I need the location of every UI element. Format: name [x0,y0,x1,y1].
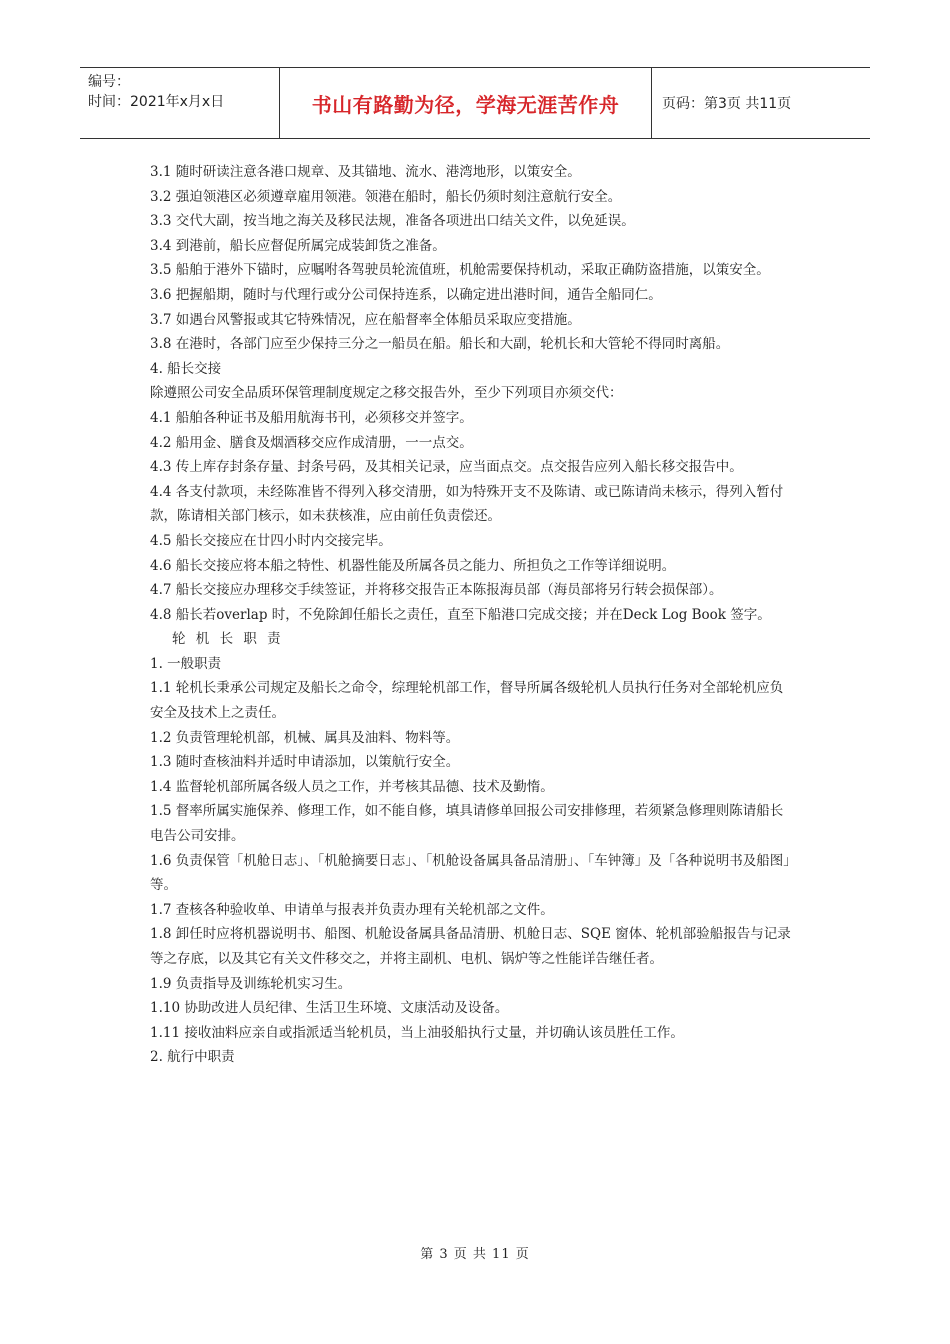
section-heading: 1. 一般职责 [150,655,222,672]
document-code-label: 编号： [88,74,130,90]
paragraph: 1.2 负责管理轮机部，机械、属具及油料、物料等。 [150,729,460,746]
header-page-info: 页码：第3页 共11页 [662,96,792,112]
paragraph: 除遵照公司安全品质环保管理制度规定之移交报告外，至少下列项目亦须交代： [150,385,623,402]
paragraph: 4.6 船长交接应将本船之特性、机器性能及所属各员之能力、所担负之工作等详细说明。 [150,557,676,574]
paragraph: 4.8 船长若overlap 时，不免除卸任船长之责任，直至下船港口完成交接；并在Deck Log Book 签字。 [150,606,771,623]
paragraph: 3.7 如遇台风警报或其它特殊情况，应在船督率全体船员采取应变措施。 [150,311,581,328]
paragraph: 3.8 在港时，各部门应至少保持三分之一船员在船。船长和大副，轮机长和大管轮不得同时离船。 [150,336,730,353]
paragraph: 3.1 随时研读注意各港口规章、及其锚地、流水、港湾地形，以策安全。 [150,164,581,180]
document-body [150,160,792,1070]
paragraph: 3.3 交代大副，按当地之海关及移民法规，准备各项进出口结关文件，以免延误。 [150,213,635,230]
paragraph: 4.1 船舶各种证书及船用航海书刊，必须移交并签字。 [150,409,473,426]
paragraph: 3.5 船舶于港外下锚时，应嘱咐各驾驶员轮流值班，机舱需要保持机动，采取正确防盗措施，以策安全。 [150,262,770,279]
header-meta [80,68,280,138]
paragraph: 4.3 传上库存封条存量、封条号码，及其相关记录，应当面点交。点交报告应列入船长移交报告中。 [150,459,743,476]
paragraph: 1.6 负责保管「机舱日志」、「机舱摘要日志」、「机舱设备属具备品清册」、「车钟簿」及「各种说明书及船图」等。 [150,852,791,894]
paragraph: 1.4 监督轮机部所属各级人员之工作，并考核其品德、技术及勤惰。 [150,778,554,795]
paragraph: 4.2 船用金、膳食及烟酒移交应作成清册，一一点交。 [150,434,473,451]
paragraph: 3.6 把握船期，随时与代理行或分公司保持连系，以确定进出港时间，通告全船同仁。 [150,286,662,303]
paragraph: 1.5 督率所属实施保养、修理工作，如不能自修，填具请修单回报公司安排修理，若须紧急修理则陈请船长电告公司安排。 [150,803,784,845]
chapter-title: 轮 机 长 职 责 [172,631,284,648]
paragraph: 1.8 卸任时应将机器说明书、船图、机舱设备属具备品清册、机舱日志、SQE 窗体、轮机部验船报告与记录等之存底，以及其它有关文件移交之，并将主副机、电机、锅炉等之性能详告继任者。 [150,926,791,967]
paragraph: 3.2 强迫领港区必须遵章雇用领港。领港在船时，船长仍须时刻注意航行安全。 [150,188,622,205]
paragraph: 1.10 协助改进人员纪律、生活卫生环境、文康活动及设备。 [150,1000,509,1017]
paragraph: 1.9 负责指导及训练轮机实习生。 [150,975,352,992]
paragraph: 4.5 船长交接应在廿四小时内交接完毕。 [150,532,392,549]
paragraph: 1.7 查核各种验收单、申请单与报表并负责办理有关轮机部之文件。 [150,901,554,918]
page-header [80,67,870,139]
paragraph: 1.1 轮机长秉承公司规定及船长之命令，综理轮机部工作，督导所属各级轮机人员执行任务对全部轮机应负安全及技术上之责任。 [150,680,784,722]
section-heading: 2. 航行中职责 [150,1049,235,1066]
paragraph: 4.7 船长交接应办理移交手续签证，并将移交报告正本陈报海员部（海员部将另行转会损保部）。 [150,582,723,599]
paragraph: 3.4 到港前，船长应督促所属完成装卸货之准备。 [150,237,446,254]
paragraph: 1.11 接收油料应亲自或指派适当轮机员，当上油驳船执行丈量，并切确认该员胜任工作。 [150,1024,684,1041]
section-heading: 4. 船长交接 [150,360,222,377]
page-footer: 第 3 页 共 11 页 [420,1247,530,1262]
header-motto: 书山有路勤为径，学海无涯苦作舟 [280,68,652,138]
document-date: 时间：2021年x月x日 [88,94,225,110]
paragraph: 4.4 各支付款项，未经陈准皆不得列入移交清册，如为特殊开支不及陈请、或已陈请尚未核示，得列入暂付款，陈请相关部门核示，如未获核准，应由前任负责偿还。 [150,483,784,525]
paragraph: 1.3 随时查核油料并适时申请添加，以策航行安全。 [150,754,460,771]
